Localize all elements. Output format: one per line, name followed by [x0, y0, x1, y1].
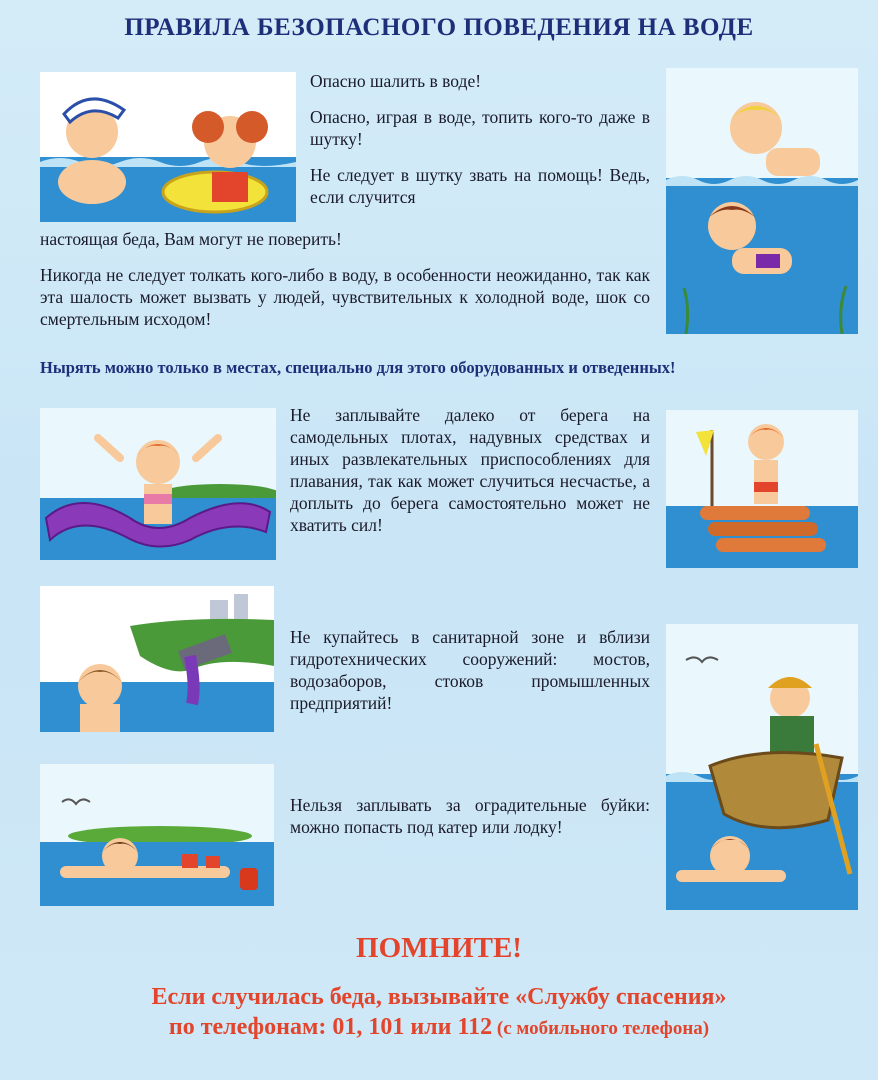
boat-illustration	[666, 624, 858, 910]
buoys-warning: Нельзя заплывать за оградительные буйки: можно попасть под катер или лодку!	[290, 795, 650, 837]
mobile-phone-note: (с мобильного телефона)	[492, 1018, 710, 1039]
warning-false-alarm-end: настоящая беда, Вам могут не поверить!	[40, 229, 342, 249]
warning-text-block-1b	[40, 228, 650, 344]
page-title: ПРАВИЛА БЕЗОПАСНОГО ПОВЕДЕНИЯ НА ВОДЕ	[124, 14, 754, 41]
emergency-call-line-1: Если случилась беда, вызывайте «Службу спасения»	[151, 984, 727, 1010]
emergency-phone-numbers: по телефонам: 01, 101 или 112	[168, 1014, 493, 1040]
drowning-prank-illustration	[666, 68, 858, 334]
raft-warning: Не заплывайте далеко от берега на самодельных плотах, надувных средствах и иных развлекательных приспособлениях для плавания, так как может случиться несчастье, а доплыть до берега самостоятельно может не хватить сил!	[290, 405, 650, 535]
sanitary-zone-illustration	[40, 586, 274, 732]
raft-illustration	[666, 410, 858, 568]
warning-false-alarm-start: Не следует в шутку звать на помощь! Ведь, если случится	[310, 165, 650, 207]
warning-drowning-prank: Опасно, играя в воде, топить кого-то даже в шутку!	[310, 107, 650, 149]
diving-note: Нырять можно только в местах, специально для этого оборудованных и отведенных!	[40, 358, 676, 377]
emergency-call-info	[0, 982, 878, 1044]
remember-heading: ПОМНИТЕ!	[356, 932, 522, 964]
sanitary-zone-warning: Не купайтесь в санитарной зоне и вблизи гидротехнических сооружений: мостов, водозаборов, стоков промышленных предприятий!	[290, 627, 650, 713]
kids-playing-illustration	[40, 72, 296, 222]
buoys-illustration	[40, 764, 274, 906]
emergency-call-line-2	[0, 1012, 878, 1044]
warning-text-block-1	[310, 70, 650, 208]
warning-pushing: Никогда не следует толкать кого-либо в воду, в особенности неожиданно, так как эта шалость может вызвать у людей, чувствительных к холодной воде, шок со смертельным исходом!	[40, 265, 650, 329]
warning-mischief: Опасно шалить в воде!	[310, 71, 482, 91]
inflatable-illustration	[40, 408, 276, 560]
